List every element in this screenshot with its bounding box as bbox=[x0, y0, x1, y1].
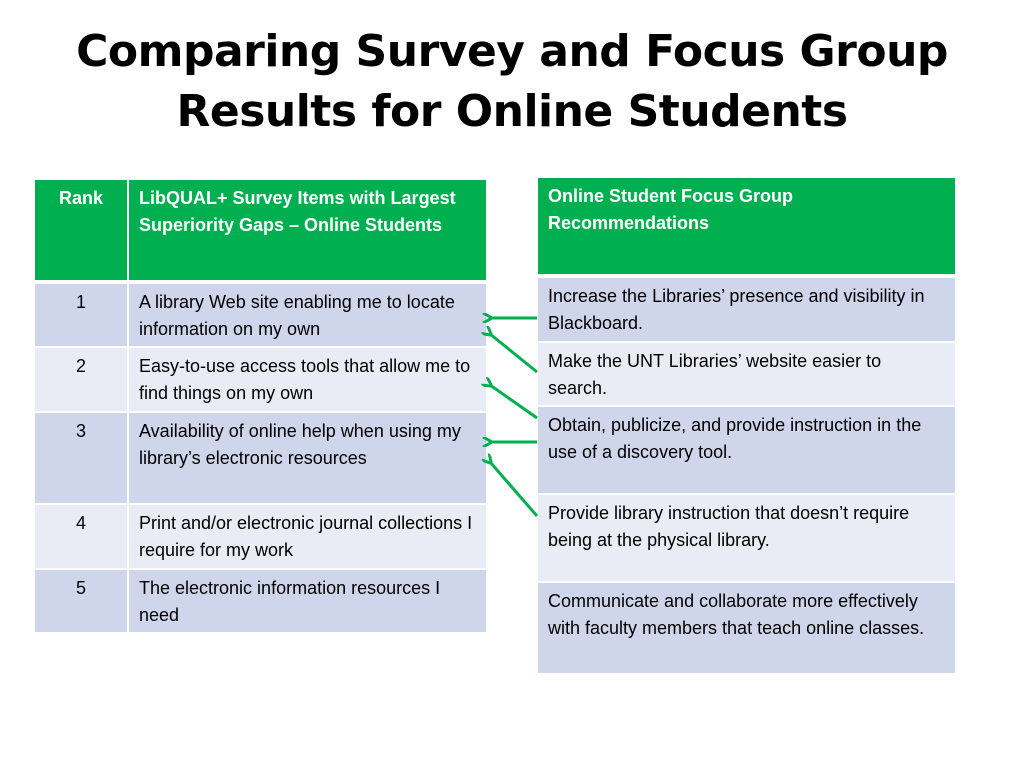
survey-item-cell: Easy-to-use access tools that allow me to find things on my own bbox=[128, 347, 486, 412]
rank-cell: 3 bbox=[35, 412, 128, 504]
survey-table-header-row bbox=[35, 180, 486, 282]
table-row bbox=[35, 412, 486, 504]
focus-group-table bbox=[538, 178, 955, 675]
table-row bbox=[35, 504, 486, 569]
recommendation-cell: Provide library instruction that doesn’t require being at the physical library. bbox=[538, 494, 955, 582]
title-line-2: Results for Online Students bbox=[176, 86, 848, 137]
arrow-rec2-to-rank1 bbox=[490, 334, 537, 372]
arrow-rec3-to-rank2 bbox=[490, 385, 537, 418]
table-row bbox=[538, 276, 955, 342]
rank-cell: 4 bbox=[35, 504, 128, 569]
rank-cell: 2 bbox=[35, 347, 128, 412]
recommendation-cell: Increase the Libraries’ presence and visibility in Blackboard. bbox=[538, 276, 955, 342]
table-row bbox=[538, 406, 955, 494]
table-row bbox=[35, 347, 486, 412]
survey-item-cell: The electronic information resources I need bbox=[128, 569, 486, 633]
rank-column-header: Rank bbox=[35, 180, 128, 282]
survey-items-table bbox=[35, 180, 486, 634]
slide-title bbox=[0, 22, 1024, 142]
rank-cell: 1 bbox=[35, 282, 128, 347]
focus-table-header-row bbox=[538, 178, 955, 276]
survey-item-cell: A library Web site enabling me to locate information on my own bbox=[128, 282, 486, 347]
table-row bbox=[35, 282, 486, 347]
arrow-rec4-to-rank3 bbox=[490, 462, 537, 516]
survey-items-column-header: LibQUAL+ Survey Items with Largest Superiority Gaps – Online Students bbox=[128, 180, 486, 282]
recommendation-cell: Make the UNT Libraries’ website easier to search. bbox=[538, 342, 955, 406]
recommendation-cell: Obtain, publicize, and provide instruction in the use of a discovery tool. bbox=[538, 406, 955, 494]
survey-item-cell: Print and/or electronic journal collections I require for my work bbox=[128, 504, 486, 569]
survey-item-cell: Availability of online help when using my library’s electronic resources bbox=[128, 412, 486, 504]
rank-cell: 5 bbox=[35, 569, 128, 633]
focus-group-column-header: Online Student Focus Group Recommendations bbox=[538, 178, 955, 276]
table-row bbox=[538, 494, 955, 582]
table-row bbox=[35, 569, 486, 633]
table-row bbox=[538, 342, 955, 406]
table-row bbox=[538, 582, 955, 674]
recommendation-cell: Communicate and collaborate more effectively with faculty members that teach online classes. bbox=[538, 582, 955, 674]
title-line-1: Comparing Survey and Focus Group bbox=[76, 26, 948, 77]
